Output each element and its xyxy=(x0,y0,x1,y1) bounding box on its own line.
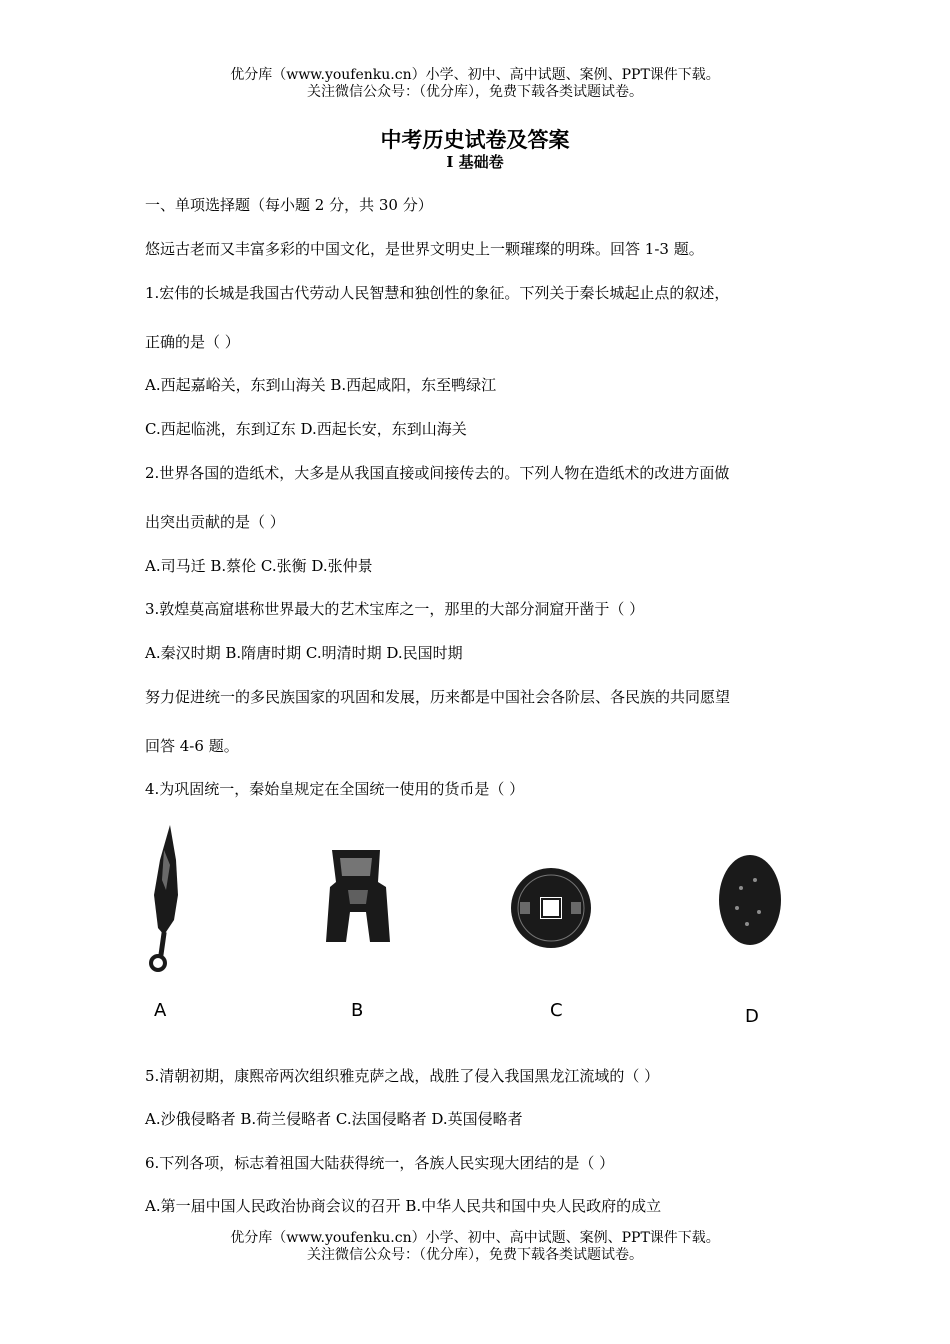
q2-stem-line1: 2.世界各国的造纸术，大多是从我国直接或间接传去的。下列人物在造纸术的改进方面做 xyxy=(145,464,730,482)
knife-coin-image xyxy=(140,820,190,975)
q6-options-ab: A.第一届中国人民政治协商会议的召开 B.中华人民共和国中央人民政府的成立 xyxy=(145,1197,662,1215)
intro-4-6-line2: 回答 4-6 题。 xyxy=(145,737,239,755)
q2-stem-line2: 出突出贡献的是（ ） xyxy=(145,513,285,531)
round-coin-image xyxy=(508,865,594,951)
coin-label-d: D xyxy=(745,1006,759,1027)
footer-line-2: 关注微信公众号：（优分库），免费下载各类试题试卷。 xyxy=(307,1247,643,1263)
section-heading: 一、单项选择题（每小题 2 分，共 30 分） xyxy=(145,196,433,214)
q3-stem: 3.敦煌莫高窟堪称世界最大的艺术宝库之一，那里的大部分洞窟开凿于（ ） xyxy=(145,600,645,618)
coin-label-a: A xyxy=(154,1000,167,1021)
coin-label-b: B xyxy=(351,1000,364,1021)
page-footer xyxy=(0,1230,950,1264)
q5-options: A.沙俄侵略者 B.荷兰侵略者 C.法国侵略者 D.英国侵略者 xyxy=(145,1110,523,1128)
page-title: 中考历史试卷及答案 xyxy=(380,127,570,152)
intro-4-6-line1: 努力促进统一的多民族国家的巩固和发展，历来都是中国社会各阶层、各民族的共同愿望 xyxy=(145,688,731,706)
q5-stem: 5.清朝初期，康熙帝两次组织雅克萨之战，战胜了侵入我国黑龙江流域的（ ） xyxy=(145,1067,660,1085)
q1-options-cd: C.西起临洮，东到辽东 D.西起长安，东到山海关 xyxy=(145,420,467,438)
shell-coin-image xyxy=(715,850,785,950)
q1-stem-line1: 1.宏伟的长城是我国古代劳动人民智慧和独创性的象征。下列关于秦长城起止点的叙述， xyxy=(145,284,730,302)
q1-options-ab: A.西起嘉峪关，东到山海关 B.西起咸阳，东至鸭绿江 xyxy=(145,376,497,394)
page-header xyxy=(0,67,950,101)
q3-options: A.秦汉时期 B.隋唐时期 C.明清时期 D.民国时期 xyxy=(145,644,463,662)
q1-stem-line2: 正确的是（ ） xyxy=(145,333,240,351)
footer-line-1: 优分库（www.youfenku.cn）小学、初中、高中试题、案例、PPT课件下载。 xyxy=(230,1230,720,1246)
coin-label-c: C xyxy=(550,1000,563,1021)
page-subtitle: I 基础卷 xyxy=(446,153,504,171)
header-line-1: 优分库（www.youfenku.cn）小学、初中、高中试题、案例、PPT课件下载。 xyxy=(230,67,720,83)
spade-coin-image xyxy=(320,842,395,947)
q2-options: A.司马迁 B.蔡伦 C.张衡 D.张仲景 xyxy=(145,557,373,575)
header-line-2: 关注微信公众号：（优分库），免费下载各类试题试卷。 xyxy=(307,84,643,100)
q6-stem: 6.下列各项，标志着祖国大陆获得统一，各族人民实现大团结的是（ ） xyxy=(145,1154,615,1172)
q4-stem: 4.为巩固统一，秦始皇规定在全国统一使用的货币是（ ） xyxy=(145,780,525,798)
intro-1-3: 悠远古老而又丰富多彩的中国文化，是世界文明史上一颗璀璨的明珠。回答 1-3 题。 xyxy=(145,240,704,258)
